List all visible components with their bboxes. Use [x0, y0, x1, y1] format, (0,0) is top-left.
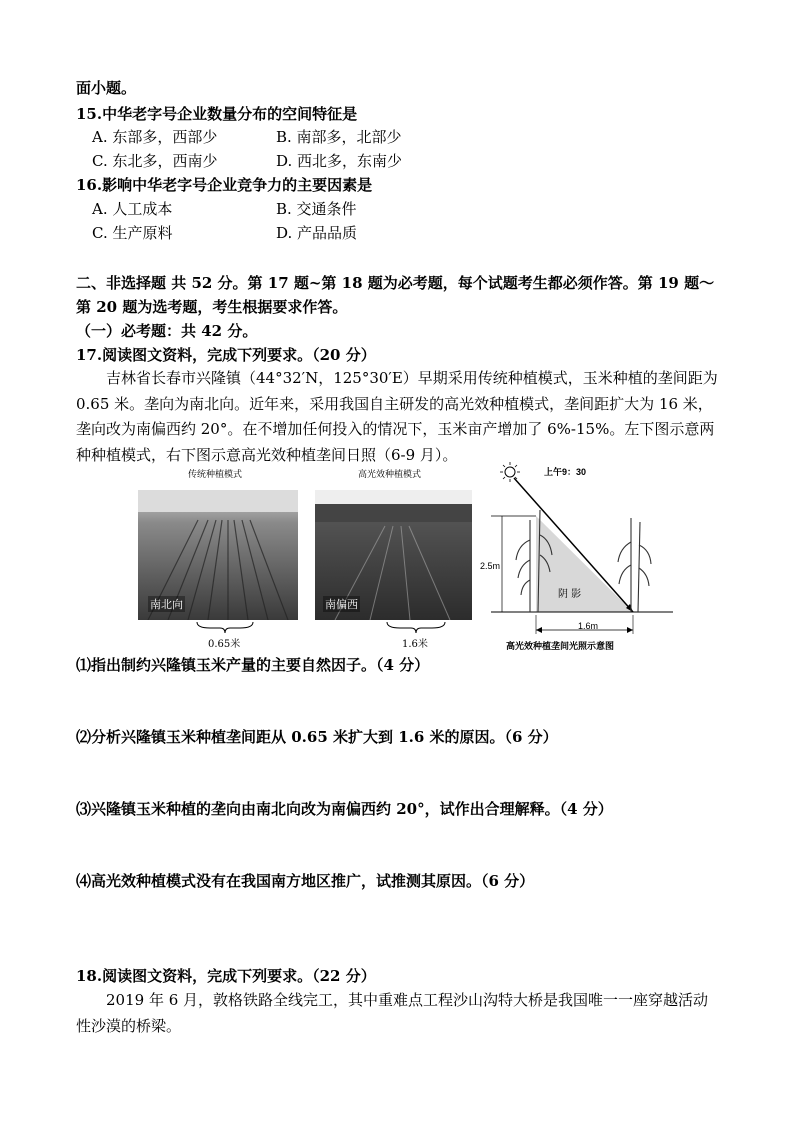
diagram-caption: 高光效种植垄间光照示意图 — [506, 641, 615, 651]
section-2-subheading: （一）必考题：共 42 分。 — [76, 322, 258, 340]
q17-subquestion-1: ⑴指出制约兴隆镇玉米产量的主要自然因子。（4 分） — [76, 656, 430, 674]
q17-subquestion-3: ⑶兴隆镇玉米种植的垄向由南北向改为南偏西约 20°，试作出合理解释。（4 分） — [76, 800, 613, 818]
q15-option-d: D. 西北多，东南少 — [276, 152, 403, 170]
shadow-label: 阴 影 — [558, 589, 582, 600]
question-17-passage: 吉林省长春市兴隆镇（44°32′N，125°30′E）早期采用传统种植模式，玉米种植的垄间距为 0.65 米。垄向为南北向。近年来，采用我国自主研发的高光效种植模式，垄间距扩大为 16 米，垄向改为南偏西约 20°。在不增加任何投入的情况下，玉米亩产增加了 6%-15%。左下图示意两种种植模式，右下图示意高光效种植垄间日照（6-9 月）。 — [76, 369, 718, 464]
span-label: 1.6m — [578, 621, 599, 631]
spacing-bracket-mid — [385, 620, 447, 634]
traditional-row-spacing: 0.65米 — [208, 639, 241, 650]
q16-option-b: B. 交通条件 — [276, 200, 357, 218]
sw-direction-label: 南偏西 — [325, 598, 358, 611]
section-2-heading-line1: 二、非选择题 共 52 分。第 17 题~第 18 题为必考题，每个试题考生都必须作答。第 19 题～ — [76, 274, 715, 292]
ns-direction-label: 南北向 — [150, 598, 183, 611]
question-18-passage: 2019 年 6 月，敦格铁路全线完工，其中重难点工程沙山沟特大桥是我国唯一一座穿越活动性沙漠的桥梁。 — [76, 991, 709, 1035]
question-17-stem: 17.阅读图文资料，完成下列要求。（20 分） — [76, 346, 376, 364]
question-18-stem: 18.阅读图文资料，完成下列要求。（22 分） — [76, 967, 376, 985]
q17-subquestion-4: ⑷高光效种植模式没有在我国南方地区推广，试推测其原因。（6 分） — [76, 872, 535, 890]
question-15-stem: 15.中华老字号企业数量分布的空间特征是 — [76, 105, 358, 123]
section-2-heading-line2: 第 20 题为选考题，考生根据要求作答。 — [76, 298, 348, 316]
plant-height-label: 2.5m — [480, 561, 501, 571]
high-efficiency-row-spacing: 1.6米 — [402, 639, 428, 650]
time-label: 上午9：30 — [544, 467, 587, 477]
high-efficiency-planting-photo — [315, 490, 472, 620]
shadow-area — [536, 516, 633, 612]
q15-option-b: B. 南部多，北部少 — [276, 128, 402, 146]
q16-option-c: C. 生产原料 — [92, 224, 173, 242]
q16-option-d: D. 产品品质 — [276, 224, 358, 242]
high-efficiency-mode-title: 高光效种植模式 — [358, 469, 422, 479]
traditional-planting-photo — [138, 490, 298, 620]
sun-icon — [500, 462, 520, 482]
question-16-stem: 16.影响中华老字号企业竞争力的主要因素是 — [76, 176, 373, 194]
corn-plants-right — [618, 518, 651, 612]
q17-subquestion-2: ⑵分析兴隆镇玉米种植垄间距从 0.65 米扩大到 1.6 米的原因。（6 分） — [76, 728, 558, 746]
previous-question-tail: 面小题。 — [76, 79, 137, 97]
q15-option-c: C. 东北多，西南少 — [92, 152, 218, 170]
q15-option-a: A. 东部多，西部少 — [92, 128, 218, 146]
traditional-mode-title: 传统种植模式 — [188, 469, 243, 479]
q16-option-a: A. 人工成本 — [92, 200, 173, 218]
spacing-bracket-left — [195, 620, 255, 634]
